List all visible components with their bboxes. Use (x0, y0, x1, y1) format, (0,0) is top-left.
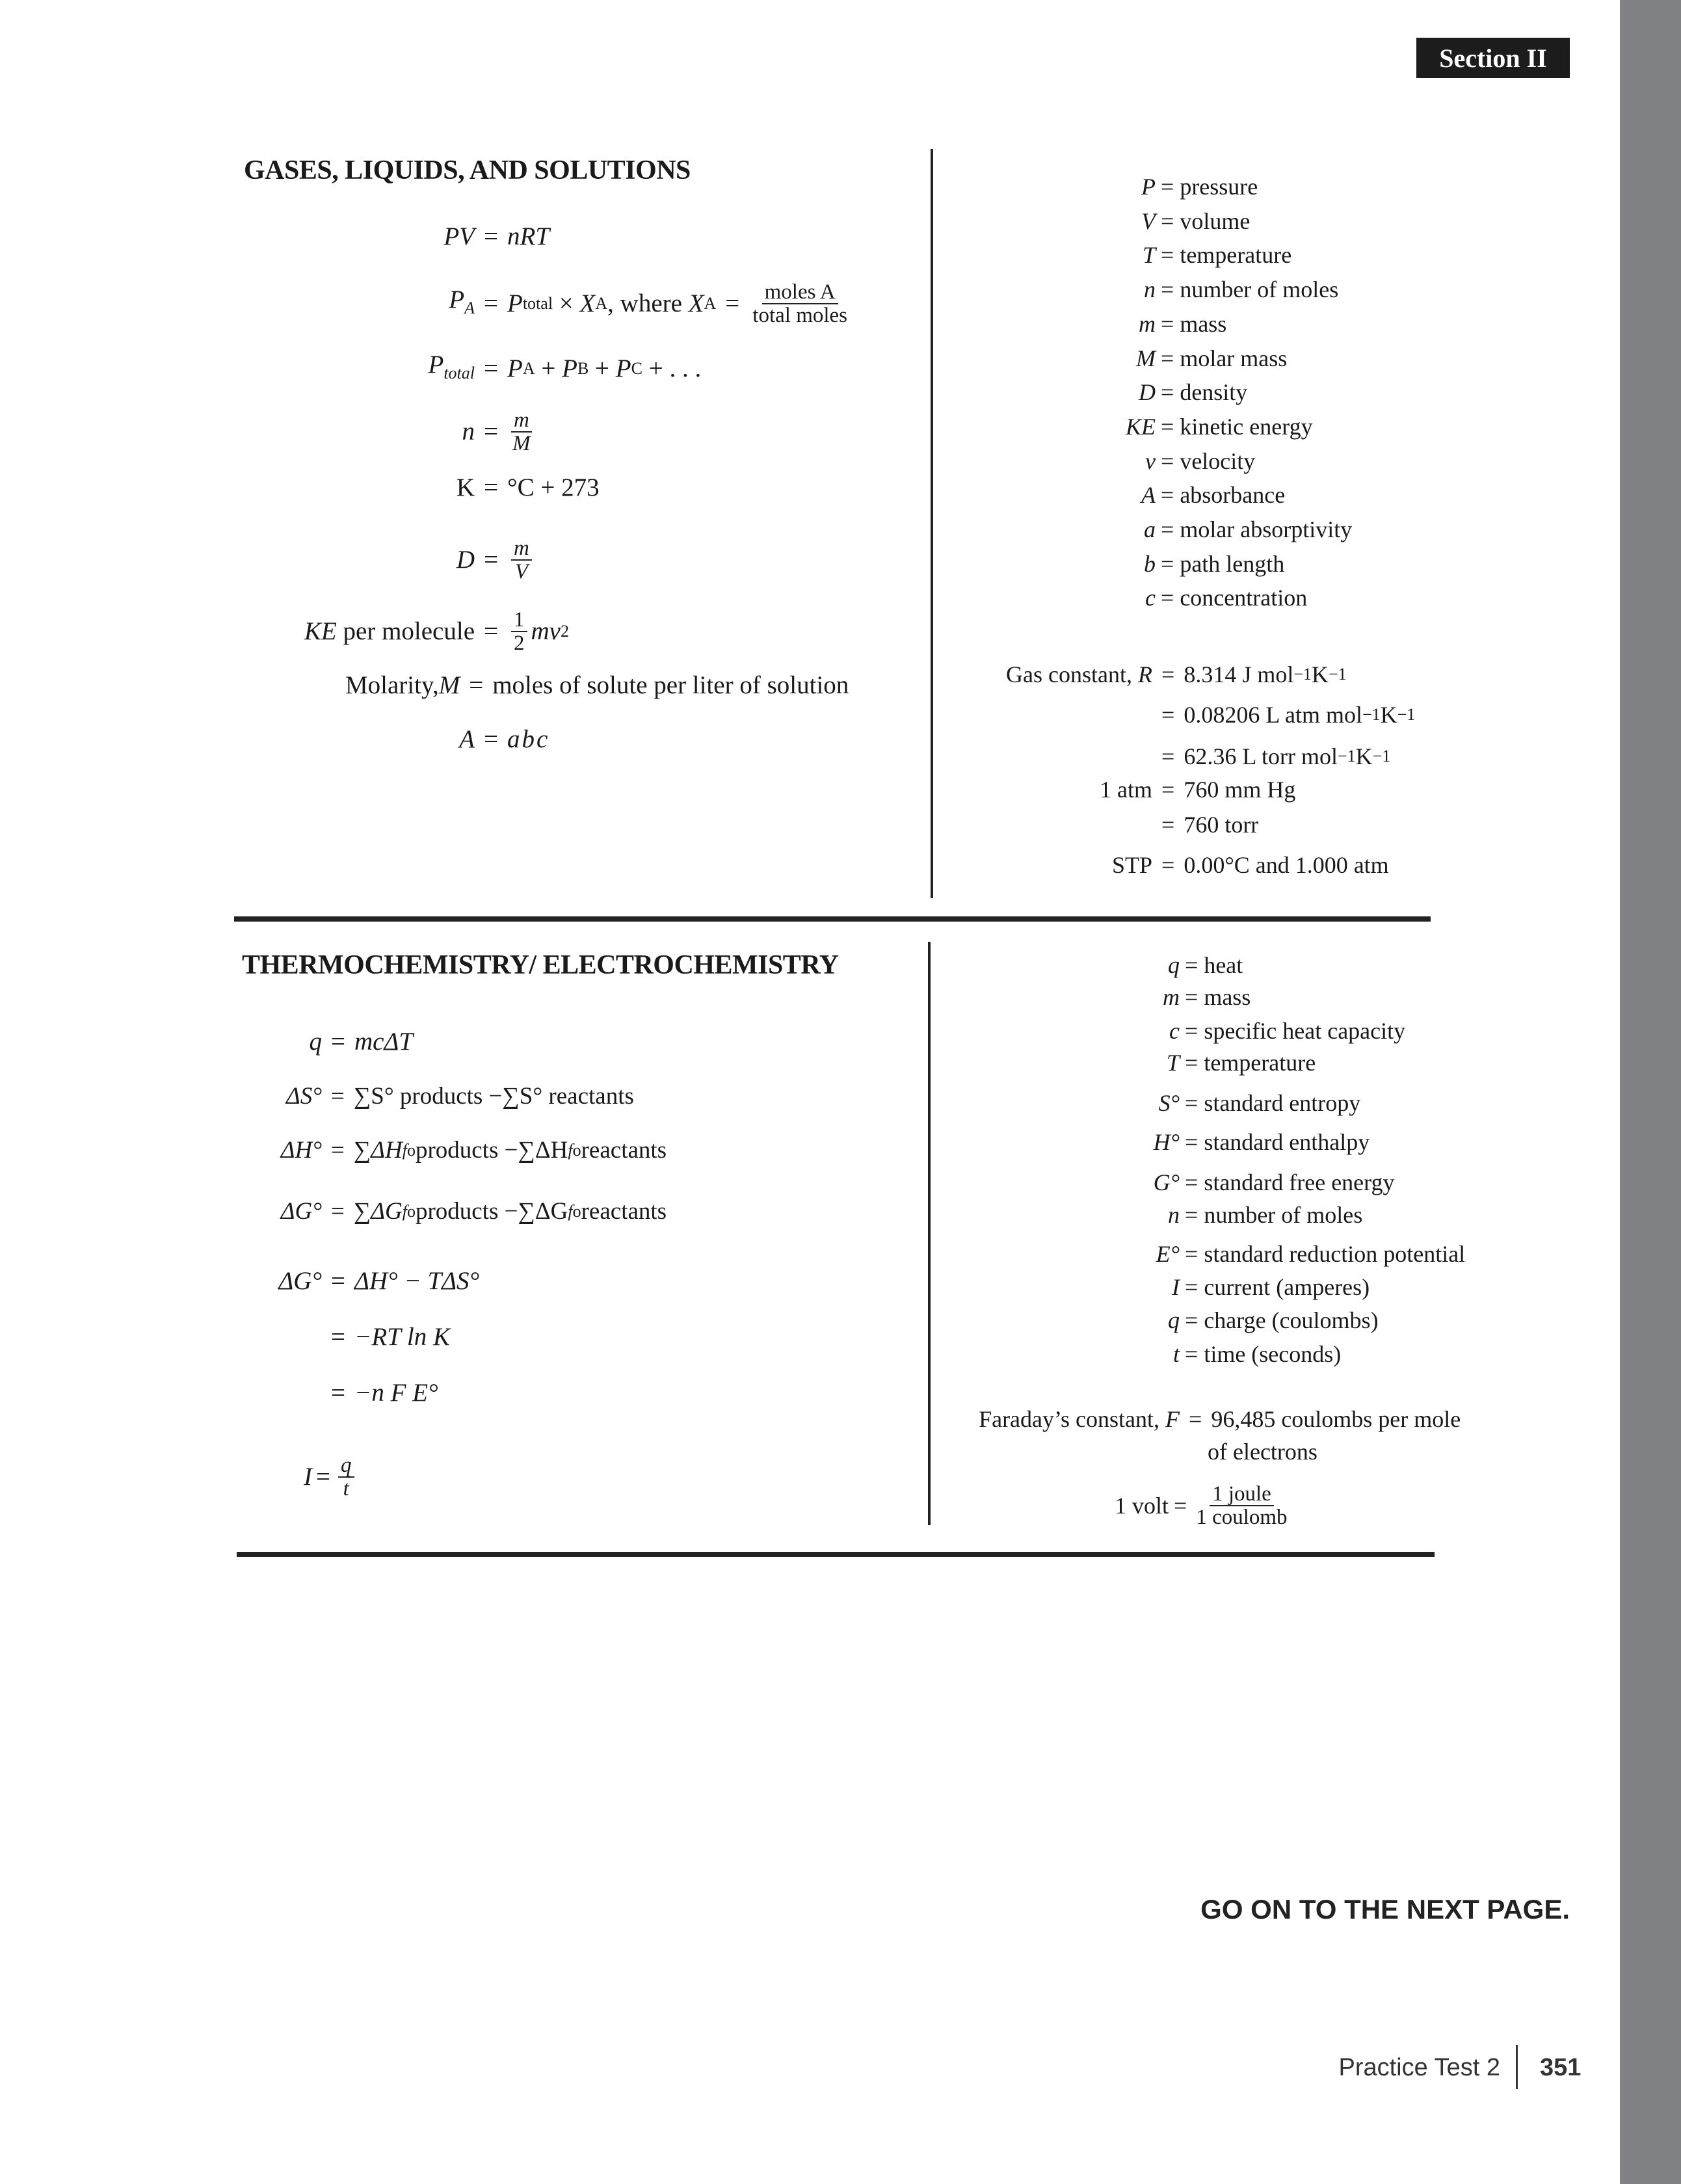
symbol: m (1163, 984, 1180, 1010)
symbol: A (1141, 482, 1156, 509)
page-number: 351 (1540, 2054, 1582, 2081)
symbol: a (1144, 516, 1156, 542)
section-heading-gases: GASES, LIQUIDS, AND SOLUTIONS (244, 155, 691, 185)
faraday-constant-cont: of electrons (1208, 1439, 1317, 1465)
symbol: T (1166, 1050, 1180, 1076)
meaning: = concentration (1161, 583, 1307, 613)
meaning: = number of moles (1161, 274, 1338, 304)
meaning: = velocity (1161, 446, 1255, 476)
symbol: P (1141, 174, 1156, 200)
formula-total-pressure: $P_{total}$ = P A + P B + P C + . . . (0, 349, 701, 389)
formula-current: I = $\frac{q}{t}$ (0, 1454, 358, 1500)
formula-heat: q = mcΔT (0, 1026, 413, 1058)
formula-ideal-gas: PV = nRT (0, 221, 549, 252)
formula-beer-lambert: A = abc (0, 724, 549, 755)
section-rule (237, 1552, 1435, 1557)
symbol: n (1168, 1202, 1180, 1228)
meaning: = mass (1161, 309, 1226, 339)
symbol: M (1136, 345, 1156, 371)
formula-kinetic-energy: KE per molecule = $\frac{1}{2}$ mv 2 (0, 609, 569, 654)
section-heading-thermo: THERMOCHEMISTRY/ ELECTROCHEMISTRY (242, 950, 839, 980)
formula-partial-pressure: $P_A$ = P total × X A , where X A = $\frac{\text{moles A}}{\text{total moles}}$ (0, 281, 851, 326)
meaning: = standard free energy (1185, 1167, 1395, 1197)
meaning: = path length (1161, 549, 1284, 579)
stp-definition: STP = 0.00°C and 1.000 atm (0, 849, 1389, 881)
meaning: = standard enthalpy (1185, 1127, 1370, 1157)
meaning: = current (amperes) (1185, 1272, 1370, 1302)
formula-molarity: Molarity, M = moles of solute per liter of solution (345, 670, 849, 701)
meaning: = specific heat capacity (1185, 1016, 1405, 1046)
formula-gibbs: ΔG° = ΔH° − TΔS° (0, 1266, 479, 1297)
gas-constant-r2: = 0.08206 L atm mol −1 K −1 (1152, 699, 1415, 730)
meaning: = mass (1185, 982, 1251, 1012)
symbol: T (1142, 242, 1156, 269)
symbol: D (1139, 379, 1156, 406)
symbol: q (1168, 1307, 1180, 1333)
symbol: v (1145, 447, 1156, 474)
atm-conversion: 1 atm = 760 mm Hg (0, 774, 1295, 805)
meaning: = molar mass (1161, 343, 1287, 373)
section-rule (234, 916, 1431, 922)
meaning: = molar absorptivity (1161, 514, 1352, 544)
formula-density: D = $\frac{m}{V}$ (0, 537, 536, 583)
column-divider (928, 942, 931, 1525)
formula-gibbs-equilibrium: = −RT ln K (322, 1322, 450, 1353)
symbol: c (1145, 585, 1156, 611)
symbol: E° (1156, 1241, 1180, 1267)
next-page-prompt: GO ON TO THE NEXT PAGE. (1200, 1894, 1570, 1924)
footer-divider (1516, 2045, 1518, 2089)
meaning: = pressure (1161, 172, 1258, 202)
symbol: t (1172, 1341, 1180, 1367)
symbol: m (1139, 310, 1156, 337)
formula-entropy: ΔS° = ∑S° products −∑S° reactants (0, 1081, 634, 1112)
symbol: V (1141, 207, 1156, 234)
formula-free-energy: ΔG° = ∑ΔG f o products −∑ΔG f o reactants (0, 1196, 667, 1227)
symbol: I (1172, 1274, 1180, 1300)
symbol: n (1144, 276, 1156, 303)
gas-constant-r3: = 62.36 L torr mol −1 K −1 (1152, 741, 1390, 772)
symbol: q (1168, 952, 1180, 978)
symbol: b (1144, 550, 1156, 577)
formula-kelvin: K = °C + 273 (0, 472, 600, 503)
meaning: = heat (1185, 950, 1243, 980)
symbol: c (1169, 1018, 1180, 1044)
meaning: = absorbance (1161, 480, 1285, 510)
meaning: = charge (coulombs) (1185, 1305, 1379, 1335)
meaning: = temperature (1161, 240, 1291, 270)
meaning: = standard entropy (1185, 1088, 1360, 1118)
meaning: = temperature (1185, 1048, 1316, 1078)
meaning: = standard reduction potential (1185, 1239, 1465, 1269)
symbol: H° (1153, 1129, 1180, 1155)
symbol: S° (1158, 1090, 1180, 1116)
meaning: = kinetic energy (1161, 412, 1313, 442)
meaning: = density (1161, 377, 1247, 407)
page-edge-bar (1620, 0, 1681, 2184)
meaning: = number of moles (1185, 1200, 1362, 1230)
volt-definition: 1 volt = $\frac{\text{1 joule}}{\text{1 coulomb}}$ (0, 1483, 1291, 1528)
gas-constant-r1: Gas constant, R = 8.314 J mol −1 K −1 (0, 659, 1347, 690)
symbol: G° (1153, 1169, 1180, 1195)
symbol: KE (1125, 413, 1156, 440)
footer-label: Practice Test 2 (1338, 2054, 1500, 2081)
meaning: = volume (1161, 206, 1250, 236)
atm-torr: = 760 torr (1152, 809, 1258, 840)
faraday-constant: Faraday’s constant, F = 96,485 coulombs per mole (0, 1404, 1461, 1435)
formula-gibbs-potential: = −n F E° (322, 1378, 438, 1409)
section-tag: Section II (1416, 38, 1570, 78)
formula-enthalpy: ΔH° = ∑ΔH f o products −∑ΔH f o reactants (0, 1135, 667, 1166)
formula-moles: n = $\frac{m}{M}$ (0, 409, 536, 455)
meaning: = time (seconds) (1185, 1339, 1341, 1369)
